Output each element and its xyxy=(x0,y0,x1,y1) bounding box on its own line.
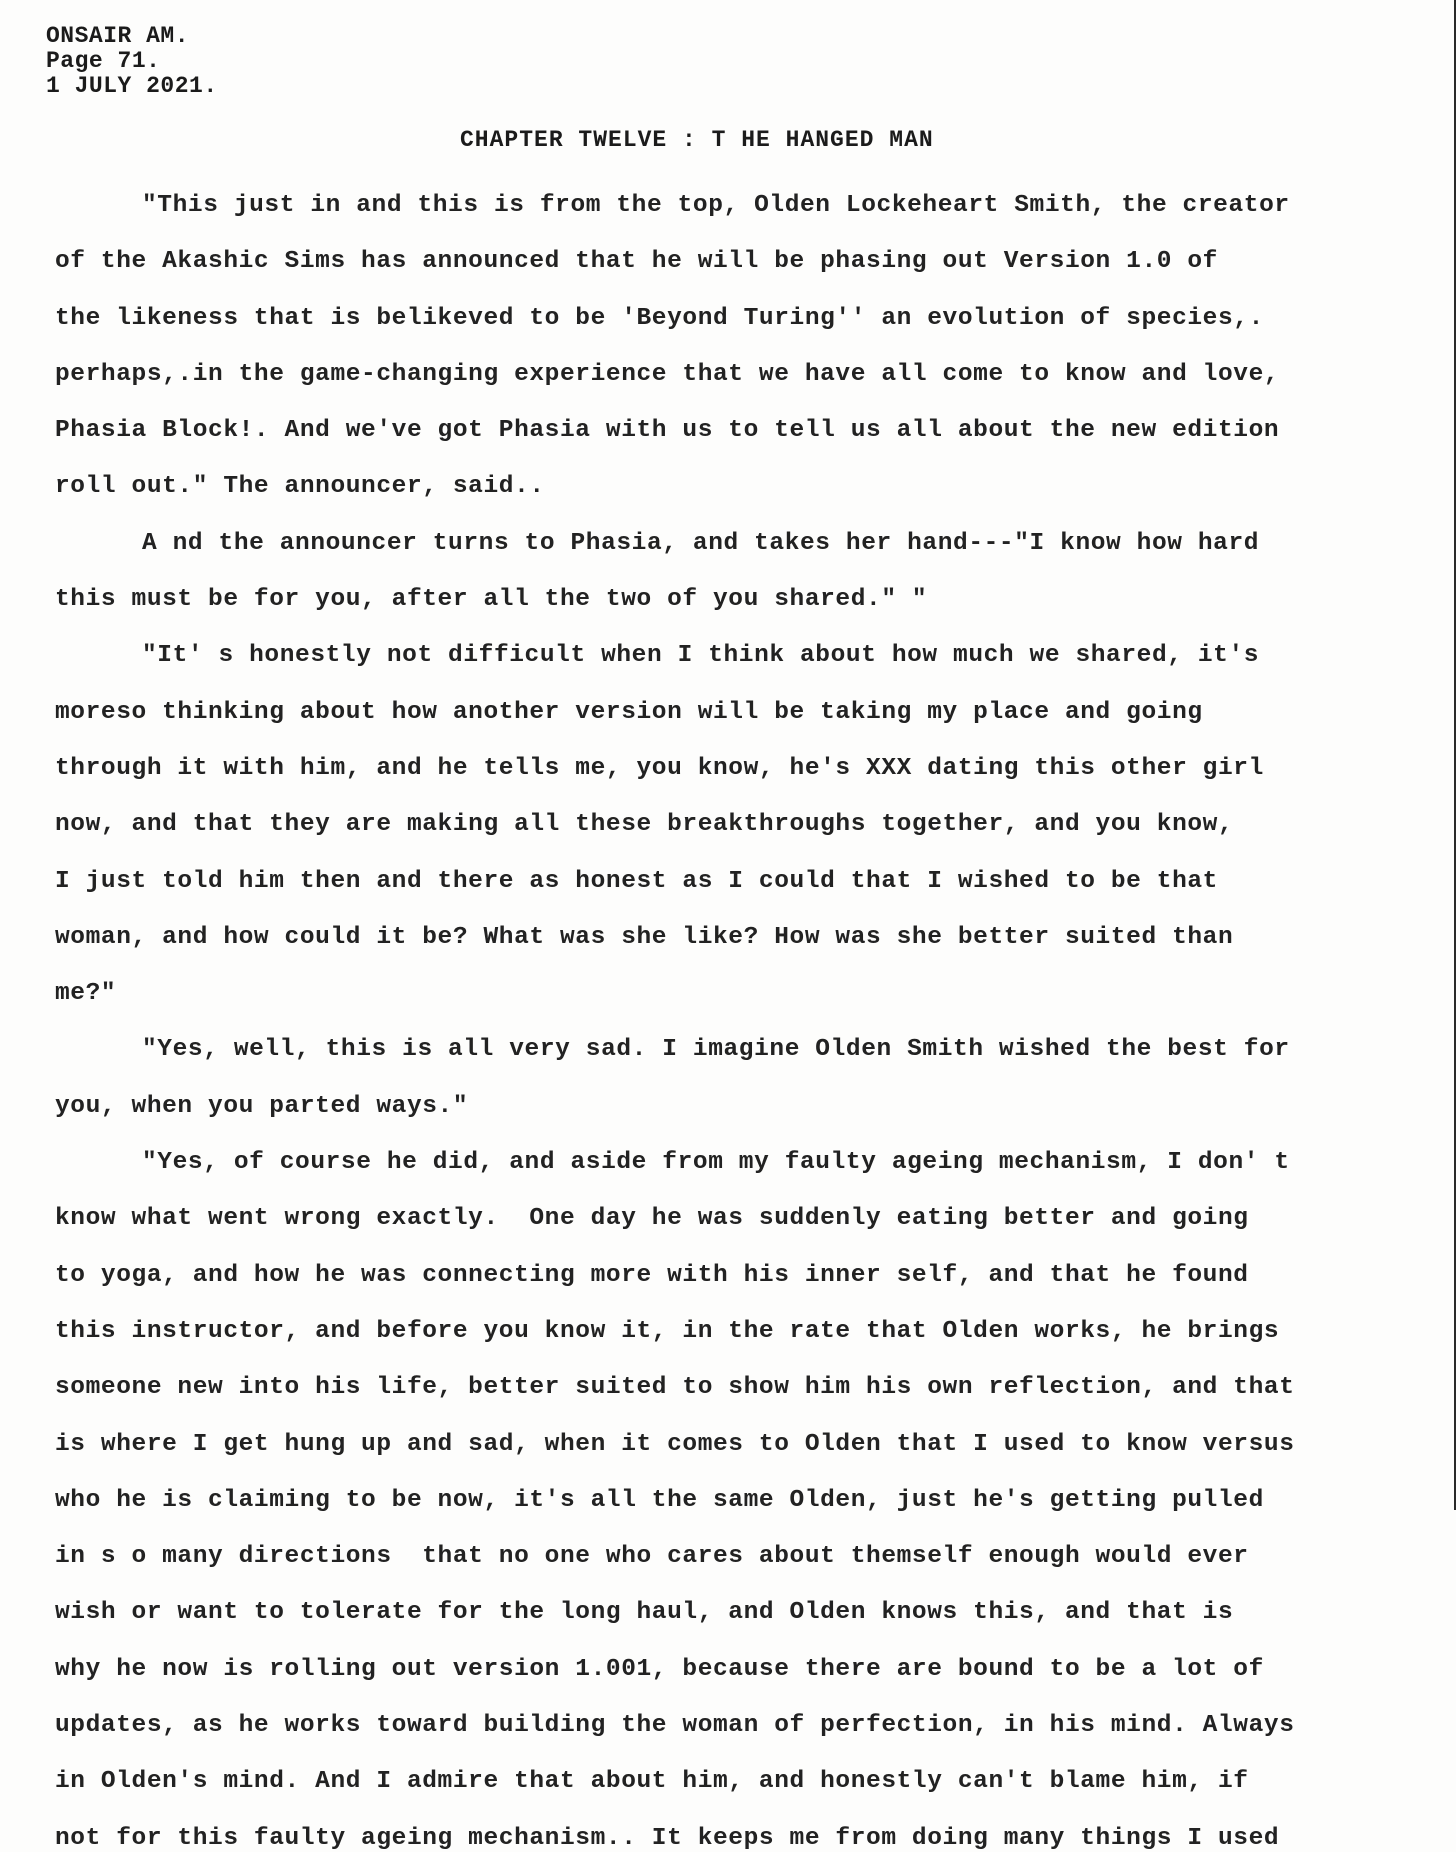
header-line-1: ONSAIR AM. xyxy=(46,23,190,49)
text-line: woman, and how could it be? What was she like? How was she better suited than xyxy=(55,923,1234,951)
text-line: someone new into his life, better suited to show him his own reflection, and that xyxy=(55,1374,1295,1402)
text-line: why he now is rolling out version 1.001, because there are bound to be a lot of xyxy=(55,1655,1264,1683)
header-line-2: Page 71. xyxy=(46,48,161,74)
text-line: perhaps,.in the game-changing experience that we have all come to know and love, xyxy=(55,360,1280,388)
header-line-3: 1 JULY 2021. xyxy=(46,73,218,99)
text-line: Phasia Block!. And we've got Phasia with us to tell us all about the new edition xyxy=(55,417,1280,445)
text-line: me?" xyxy=(55,980,117,1008)
text-line: through it with him, and he tells me, you know, he's XXX dating this other girl xyxy=(55,754,1264,782)
text-line: updates, as he works toward building the woman of perfection, in his mind. Always xyxy=(55,1712,1295,1740)
text-line: wish or want to tolerate for the long haul, and Olden knows this, and that is xyxy=(55,1599,1234,1627)
text-line: the likeness that is belikeved to be 'Beyond Turing'' an evolution of species,. xyxy=(55,304,1264,332)
text-line: A nd the announcer turns to Phasia, and takes her hand---"I know how hard xyxy=(142,529,1260,557)
text-line: who he is claiming to be now, it's all the same Olden, just he's getting pulled xyxy=(55,1486,1264,1514)
text-line: of the Akashic Sims has announced that he will be phasing out Version 1.0 of xyxy=(55,248,1218,276)
text-line: "Yes, of course he did, and aside from my faulty ageing mechanism, I don' t xyxy=(142,1149,1290,1177)
text-line: in s o many directions that no one who cares about themself enough would ever xyxy=(55,1543,1249,1571)
text-line: now, and that they are making all these breakthroughs together, and you know, xyxy=(55,811,1234,839)
text-line: not for this faulty ageing mechanism.. It keeps me from doing many things I used xyxy=(55,1824,1280,1852)
text-line: "It' s honestly not difficult when I think about how much we shared, it's xyxy=(142,642,1260,670)
text-line: know what went wrong exactly. One day he was suddenly eating better and going xyxy=(55,1205,1249,1233)
text-line: in Olden's mind. And I admire that about him, and honestly can't blame him, if xyxy=(55,1768,1249,1796)
chapter-title: CHAPTER TWELVE : T HE HANGED MAN xyxy=(460,127,934,153)
manuscript-body xyxy=(55,178,1455,1867)
text-line: this instructor, and before you know it, in the rate that Olden works, he brings xyxy=(55,1317,1280,1345)
text-line: "Yes, well, this is all very sad. I imagine Olden Smith wished the best for xyxy=(142,1036,1290,1064)
text-line: to yoga, and how he was connecting more with his inner self, and that he found xyxy=(55,1261,1249,1289)
text-line: "This just in and this is from the top, Olden Lockeheart Smith, the creator xyxy=(142,192,1290,219)
text-line: this must be for you, after all the two of you shared." " xyxy=(55,586,928,614)
text-line: roll out." The announcer, said.. xyxy=(55,473,545,501)
text-line: you, when you parted ways." xyxy=(55,1092,469,1120)
text-line: I just told him then and there as honest as I could that I wished to be that xyxy=(55,867,1218,895)
page-header xyxy=(46,24,218,99)
text-line: is where I get hung up and sad, when it comes to Olden that I used to know versus xyxy=(55,1430,1295,1458)
text-line: moreso thinking about how another version will be taking my place and going xyxy=(55,698,1203,726)
